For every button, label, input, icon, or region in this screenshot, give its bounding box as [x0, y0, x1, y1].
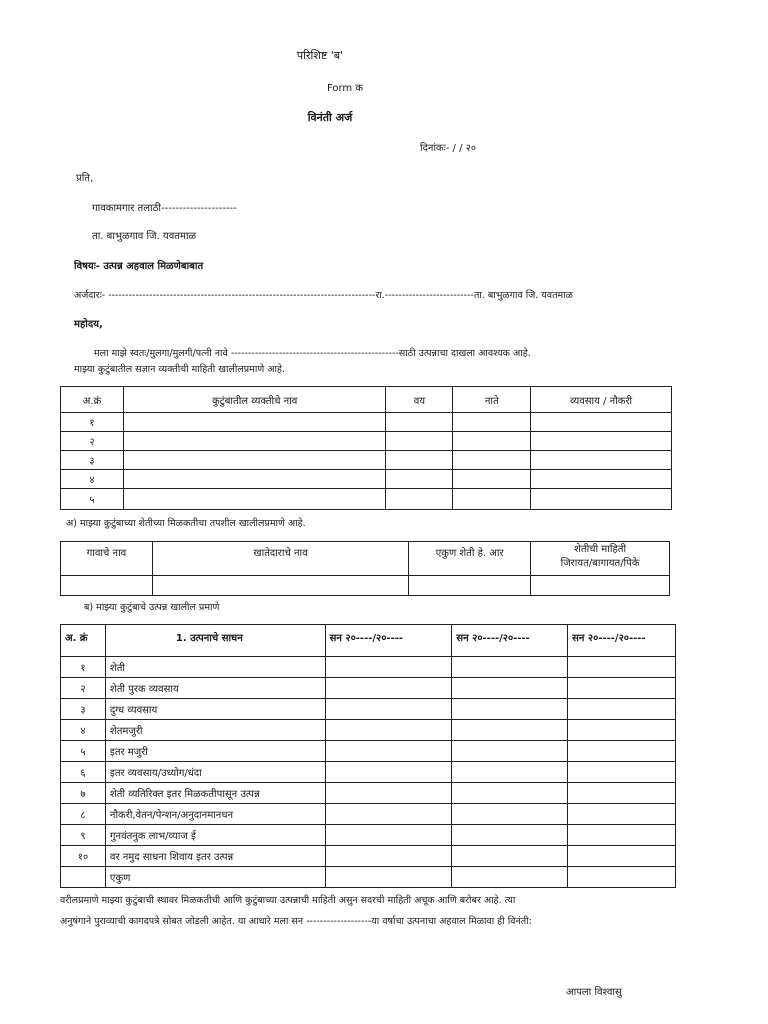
year-1-amount-cell[interactable]: [325, 762, 452, 783]
year-3-amount-cell[interactable]: [568, 825, 676, 846]
year-3-amount-cell[interactable]: [568, 720, 676, 741]
address-to: प्रति,: [76, 173, 94, 184]
occupation-cell[interactable]: [531, 413, 672, 432]
year-3-amount-cell[interactable]: [568, 762, 676, 783]
income-source-label: शेती व्यतिरिक्त इतर मिळकतीपासून उत्पन्न: [105, 783, 325, 804]
form-label: Form क: [326, 83, 364, 94]
year-3-amount-cell[interactable]: [568, 741, 676, 762]
occupation-cell[interactable]: [531, 489, 672, 510]
table-row: [61, 720, 676, 741]
table-header-row: [61, 625, 676, 657]
closing-line-2: अनुषंगाने पुराव्याची कागदपत्रे सोबत जोडली आहेत. या आधारे मला सन -------------------या वर्षाचा उत्पनाचा अहवाल मिळावा ही विनंती:: [60, 916, 532, 927]
table-row: [61, 470, 672, 489]
header-land-info: [531, 542, 670, 576]
year-1-amount-cell[interactable]: [325, 825, 452, 846]
table-row: [61, 451, 672, 470]
year-1-amount-cell[interactable]: [325, 657, 452, 678]
year-2-amount-cell[interactable]: [452, 846, 568, 867]
year-2-amount-cell[interactable]: [452, 720, 568, 741]
year-3-amount-cell[interactable]: [568, 804, 676, 825]
income-source-label: शेती: [105, 657, 325, 678]
relation-cell[interactable]: [453, 489, 531, 510]
table-header-row: [61, 542, 670, 576]
date-line: दिनांकः- / / २०: [420, 143, 477, 154]
header-year-2: सन २०----/२०----: [452, 625, 568, 657]
table-row: [61, 846, 676, 867]
table-row: [61, 825, 676, 846]
table-row: [61, 762, 676, 783]
year-1-amount-cell[interactable]: [325, 741, 452, 762]
land-info-subtitle: जिरायत/बागायत/पिके: [560, 558, 640, 569]
year-3-amount-cell[interactable]: [568, 846, 676, 867]
body-line-1: मला माझे स्वतः/मुलगा/मुलगी/पत्नी नावे -------------------------------------------------साठी उत्पन्नाचा दाखला आवश्यक आहे.: [94, 348, 531, 359]
year-2-amount-cell[interactable]: [452, 783, 568, 804]
row-number: १: [61, 413, 124, 432]
row-number: ४: [61, 470, 124, 489]
row-number: [61, 867, 106, 888]
header-age: वय: [386, 387, 453, 413]
row-number: २: [61, 678, 106, 699]
header-relation: नाते: [453, 387, 531, 413]
table-row: [61, 678, 676, 699]
year-2-amount-cell[interactable]: [452, 804, 568, 825]
document-title: विनंती अर्ज: [307, 111, 353, 124]
table-row: [61, 804, 676, 825]
address-line-1: गावकामगार तलाठी---------------------: [92, 203, 237, 214]
income-source-label: शेतमजुरी: [105, 720, 325, 741]
table-row: [61, 741, 676, 762]
address-line-2: ता. बाभुळगाव जि. यवतमाळ: [92, 231, 197, 242]
relation-cell[interactable]: [453, 470, 531, 489]
relation-cell[interactable]: [453, 413, 531, 432]
header-account-holder: खातेदाराचे नाव: [152, 542, 408, 576]
row-number: ६: [61, 762, 106, 783]
table-row: [61, 489, 672, 510]
member-name-cell[interactable]: [123, 432, 386, 451]
header-year-1: सन २०----/२०----: [325, 625, 452, 657]
row-number: ५: [61, 741, 106, 762]
land-section-heading: अ) माझ्या कुटुंबाच्या शेतीच्या मिळकतीचा तपशील खालीलप्रमाणे आहे.: [66, 518, 306, 529]
year-1-amount-cell[interactable]: [325, 678, 452, 699]
income-source-label: एकुण: [105, 867, 325, 888]
table-row: [61, 576, 670, 596]
age-cell[interactable]: [386, 489, 453, 510]
total-land-cell[interactable]: [409, 576, 531, 596]
land-details-table: [60, 541, 670, 596]
member-name-cell[interactable]: [123, 413, 386, 432]
row-number: ८: [61, 804, 106, 825]
year-2-amount-cell[interactable]: [452, 867, 568, 888]
header-income-source: 1. उत्पनाचे साधन: [105, 625, 325, 657]
income-source-label: इतर व्यवसाय/उध्योग/धंदा: [105, 762, 325, 783]
income-source-label: इतर मजुरी: [105, 741, 325, 762]
table-row: [61, 657, 676, 678]
relation-cell[interactable]: [453, 432, 531, 451]
age-cell[interactable]: [386, 470, 453, 489]
table-row: [61, 413, 672, 432]
income-source-label: नौकरी,वेतन/पेन्शन/अनुदानमानधन: [105, 804, 325, 825]
table-row: [61, 432, 672, 451]
header-village-name: गावाचे नाव: [61, 542, 153, 576]
year-2-amount-cell[interactable]: [452, 678, 568, 699]
year-3-amount-cell[interactable]: [568, 867, 676, 888]
age-cell[interactable]: [386, 451, 453, 470]
year-2-amount-cell[interactable]: [452, 699, 568, 720]
table-row: [61, 783, 676, 804]
row-number: ९: [61, 825, 106, 846]
land-info-cell[interactable]: [531, 576, 670, 596]
income-source-label: गुनवंतनुक लाभ/व्याज ई: [105, 825, 325, 846]
occupation-cell[interactable]: [531, 432, 672, 451]
row-number: १०: [61, 846, 106, 867]
header-member-name: कुटुंबातील व्यक्तीचे नाव: [123, 387, 386, 413]
occupation-cell[interactable]: [531, 451, 672, 470]
year-1-amount-cell[interactable]: [325, 720, 452, 741]
row-number: ७: [61, 783, 106, 804]
year-1-amount-cell[interactable]: [325, 846, 452, 867]
row-number: ३: [61, 451, 124, 470]
salutation: महोदय,: [74, 319, 103, 330]
annex-heading: परिशिष्ट 'ब': [296, 49, 344, 62]
row-number: ५: [61, 489, 124, 510]
member-name-cell[interactable]: [123, 489, 386, 510]
relation-cell[interactable]: [453, 451, 531, 470]
header-serial: अ.क्रं: [61, 387, 124, 413]
income-table: [60, 624, 676, 888]
row-number: ४: [61, 720, 106, 741]
header-occupation: व्यवसाय / नौकरी: [531, 387, 672, 413]
occupation-cell[interactable]: [531, 470, 672, 489]
year-2-amount-cell[interactable]: [452, 825, 568, 846]
header-year-3: सन २०----/२०----: [568, 625, 676, 657]
table-row: [61, 867, 676, 888]
table-row: [61, 699, 676, 720]
year-1-amount-cell[interactable]: [325, 867, 452, 888]
age-cell[interactable]: [386, 432, 453, 451]
member-name-cell[interactable]: [123, 470, 386, 489]
income-source-label: दुग्ध व्यवसाय: [105, 699, 325, 720]
year-1-amount-cell[interactable]: [325, 804, 452, 825]
year-2-amount-cell[interactable]: [452, 762, 568, 783]
year-3-amount-cell[interactable]: [568, 699, 676, 720]
land-info-title: शेतीची माहिती: [574, 544, 627, 555]
income-source-label: शेती पुरक व्यवसाय: [105, 678, 325, 699]
signoff: आपला विश्वासु: [566, 987, 622, 998]
member-name-cell[interactable]: [123, 451, 386, 470]
row-number: २: [61, 432, 124, 451]
village-name-cell[interactable]: [61, 576, 153, 596]
income-section-heading: ब) माझ्या कुटुंबाचे उत्पन्न खालील प्रमाणे: [84, 602, 220, 613]
year-3-amount-cell[interactable]: [568, 678, 676, 699]
year-1-amount-cell[interactable]: [325, 783, 452, 804]
age-cell[interactable]: [386, 413, 453, 432]
year-3-amount-cell[interactable]: [568, 783, 676, 804]
subject-line: विषयः- उत्पन्न अहवाल मिळणेबाबात: [74, 261, 204, 272]
applicant-line: अर्जदारः- ------------------------------------------------------------------------------रा.--------------------------ता. बाभुळगाव जि. यवतमाळ: [74, 290, 573, 301]
income-source-label: वर नमुद साधना शिवाय इतर उत्पन्न: [105, 846, 325, 867]
family-members-table: [60, 386, 672, 510]
year-2-amount-cell[interactable]: [452, 741, 568, 762]
header-total-land: एकुण शेती हे. आर: [409, 542, 531, 576]
header-serial: अ. क्रं: [61, 625, 106, 657]
row-number: ३: [61, 699, 106, 720]
year-3-amount-cell[interactable]: [568, 657, 676, 678]
body-line-2: माझ्या कुटुंबातील सज्ञान व्यक्तीची माहिती खालीलप्रमाणे आहे.: [74, 364, 285, 375]
year-1-amount-cell[interactable]: [325, 699, 452, 720]
table-header-row: [61, 387, 672, 413]
year-2-amount-cell[interactable]: [452, 657, 568, 678]
row-number: १: [61, 657, 106, 678]
account-holder-cell[interactable]: [152, 576, 408, 596]
closing-line-1: वरीलप्रमाणे माझ्या कुटुंबाची स्थावर मिळकतीची आणि कुटुंबाच्या उत्पन्नाची माहिती असुन सदरची माहिती अचूक आणि बरोबर आहे. त्या: [60, 895, 516, 906]
